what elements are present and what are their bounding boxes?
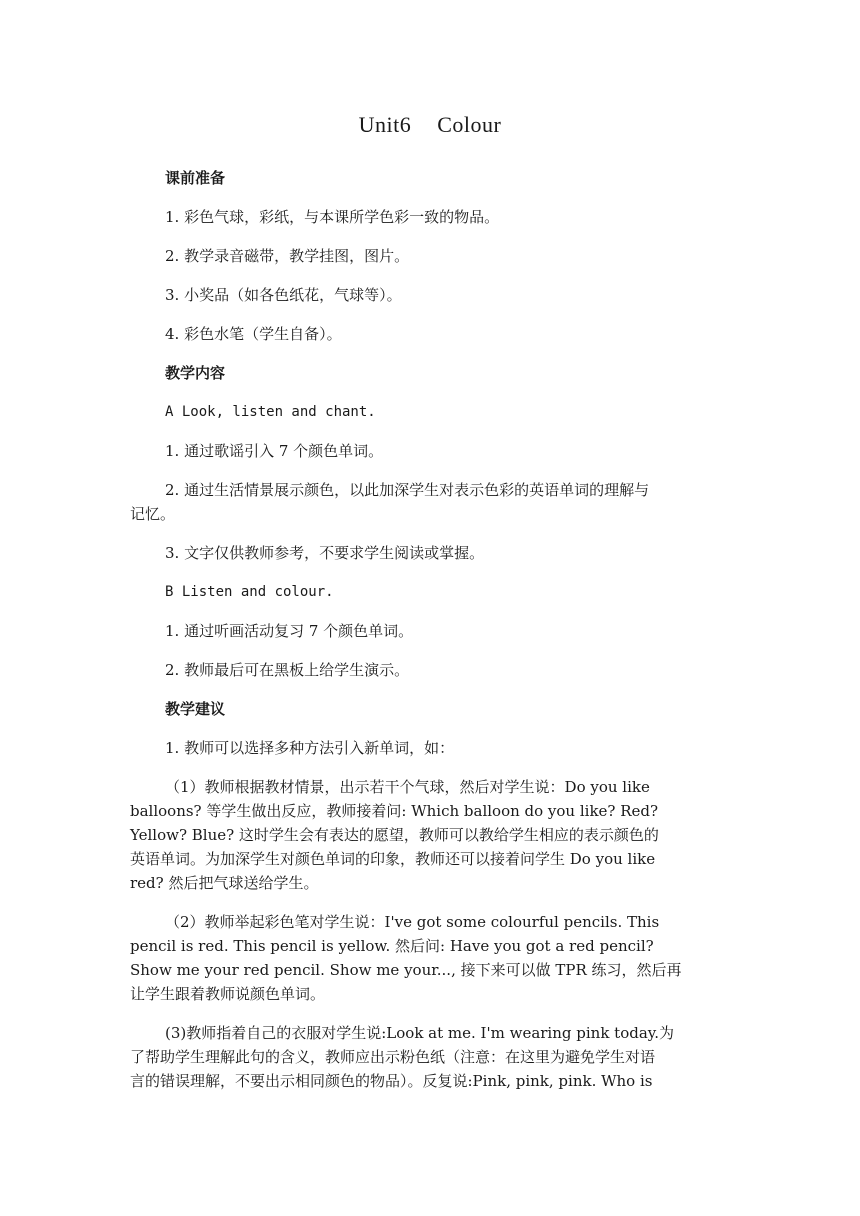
part-a-item-2-line-1: 2. 通过生活情景展示颜色，以此加深学生对表示色彩的英语单词的理解与 xyxy=(165,481,650,499)
part-a-item-2-line-2: 记忆。 xyxy=(130,505,176,523)
document-body xyxy=(130,166,730,1108)
paragraph-3-line-3: 言的错误理解，不要出示相同颜色的物品）。反复说:Pink, pink, pink. Who is xyxy=(130,1072,653,1090)
paragraph-2-line-2: pencil is red. This pencil is yellow. 然后问: Have you got a red pencil? xyxy=(130,937,654,955)
prep-item-3: 3. 小奖品（如各色纸花，气球等）。 xyxy=(165,286,402,304)
paragraph-3-line-1: (3)教师指着自己的衣服对学生说:Look at me. I'm wearing pink today.为 xyxy=(165,1024,675,1042)
title-unit: Unit6 xyxy=(358,112,412,137)
paragraph-2-line-1: （2）教师举起彩色笔对学生说：I've got some colourful pencils. This xyxy=(165,913,660,931)
advice-paragraph-1 xyxy=(130,775,730,895)
section-heading-content: 教学内容 xyxy=(165,364,226,382)
part-a-heading: A Look, listen and chant. xyxy=(165,404,376,420)
paragraph-2-line-4: 让学生跟着教师说颜色单词。 xyxy=(130,985,326,1003)
title-name: Colour xyxy=(437,112,502,137)
paragraph-1-line-5: red? 然后把气球送给学生。 xyxy=(130,874,319,892)
paragraph-1-line-4: 英语单词。为加深学生对颜色单词的印象，教师还可以接着问学生 Do you like xyxy=(130,850,656,868)
prep-item-2: 2. 教学录音磁带，教学挂图，图片。 xyxy=(165,247,410,265)
part-b-item-2: 2. 教师最后可在黑板上给学生演示。 xyxy=(165,661,410,679)
advice-intro: 1. 教师可以选择多种方法引入新单词，如： xyxy=(165,739,455,757)
section-heading-prep: 课前准备 xyxy=(165,169,226,187)
paragraph-1-line-3: Yellow? Blue? 这时学生会有表达的愿望，教师可以教给学生相应的表示颜色的 xyxy=(130,826,659,844)
paragraph-1-line-2: balloons? 等学生做出反应，教师接着问: Which balloon do you like? Red? xyxy=(130,802,659,820)
page-title xyxy=(0,112,860,138)
prep-item-1: 1. 彩色气球，彩纸，与本课所学色彩一致的物品。 xyxy=(165,208,500,226)
section-heading-advice: 教学建议 xyxy=(165,700,226,718)
part-a-item-3: 3. 文字仅供教师参考，不要求学生阅读或掌握。 xyxy=(165,544,485,562)
part-b-item-1: 1. 通过听画活动复习 7 个颜色单词。 xyxy=(165,622,414,640)
paragraph-3-line-2: 了帮助学生理解此句的含义，教师应出示粉色纸（注意：在这里为避免学生对语 xyxy=(130,1048,656,1066)
part-a-item-1: 1. 通过歌谣引入 7 个颜色单词。 xyxy=(165,442,384,460)
advice-paragraph-2 xyxy=(130,910,730,1006)
advice-paragraph-3 xyxy=(130,1021,730,1093)
paragraph-2-line-3: Show me your red pencil. Show me your..., 接下来可以做 TPR 练习，然后再 xyxy=(130,961,682,979)
part-a-item-2 xyxy=(130,478,730,526)
prep-item-4: 4. 彩色水笔（学生自备）。 xyxy=(165,325,342,343)
paragraph-1-line-1: （1）教师根据教材情景，出示若干个气球，然后对学生说：Do you like xyxy=(165,778,650,796)
part-b-heading: B Listen and colour. xyxy=(165,584,334,600)
